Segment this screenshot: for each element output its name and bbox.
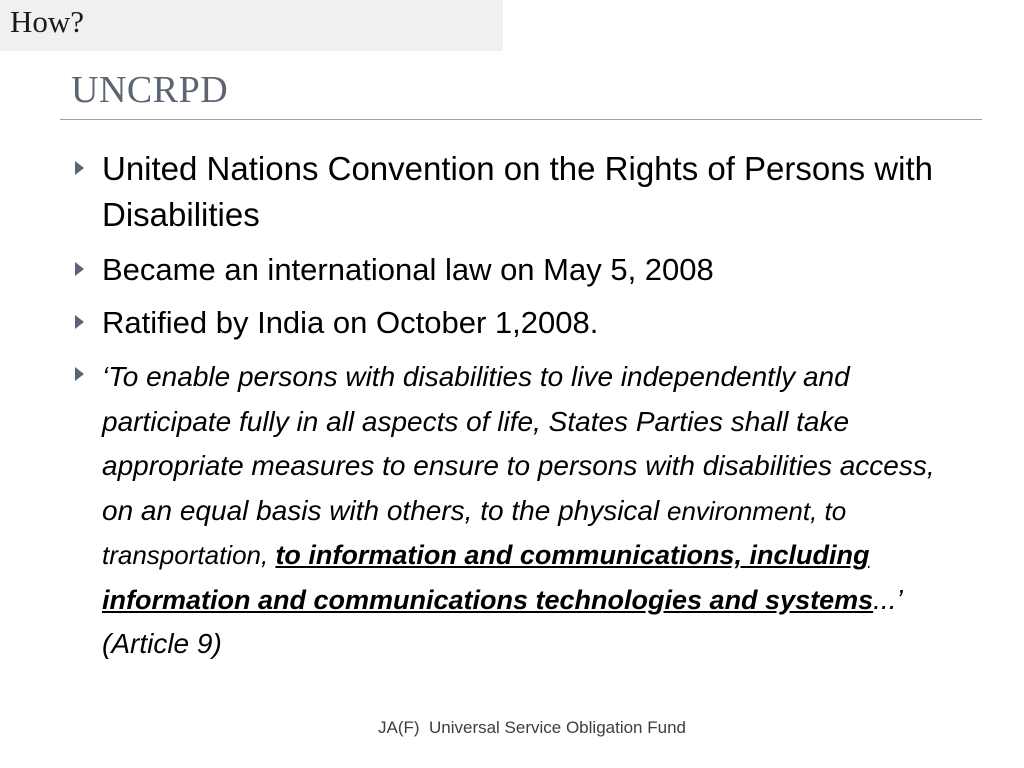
triangle-right-icon: [75, 161, 84, 175]
triangle-right-icon: [75, 367, 84, 381]
slide-title: UNCRPD: [71, 69, 229, 111]
title-divider: [60, 119, 982, 120]
bullet-text: Ratified by India on October 1,2008.: [102, 305, 599, 340]
section-tag-label: How?: [10, 4, 85, 39]
triangle-right-icon: [75, 262, 84, 276]
quote-part-3: ...’ (Article 9): [102, 583, 902, 659]
bullet-text: Became an international law on May 5, 2008: [102, 252, 714, 287]
quote-text: [102, 355, 962, 667]
bullet-text: United Nations Convention on the Rights of Persons with Disabilities: [102, 150, 933, 233]
quote-emphasis: to information and communications, including information and communications technologies and systems: [102, 540, 874, 615]
quote-part-2: environment, to transportation,: [102, 495, 847, 570]
triangle-right-icon: [75, 315, 84, 329]
quote-part-1: ‘To enable persons with disabilities to live independently and participate fully in all aspects of life, States Parties shall take appropriate measures to ensure to persons with disabilities access, on an equal basis with others, to the physical: [102, 361, 935, 526]
section-tag: [0, 0, 503, 51]
slide-footer: JA(F) Universal Service Obligation Fund: [377, 718, 686, 737]
